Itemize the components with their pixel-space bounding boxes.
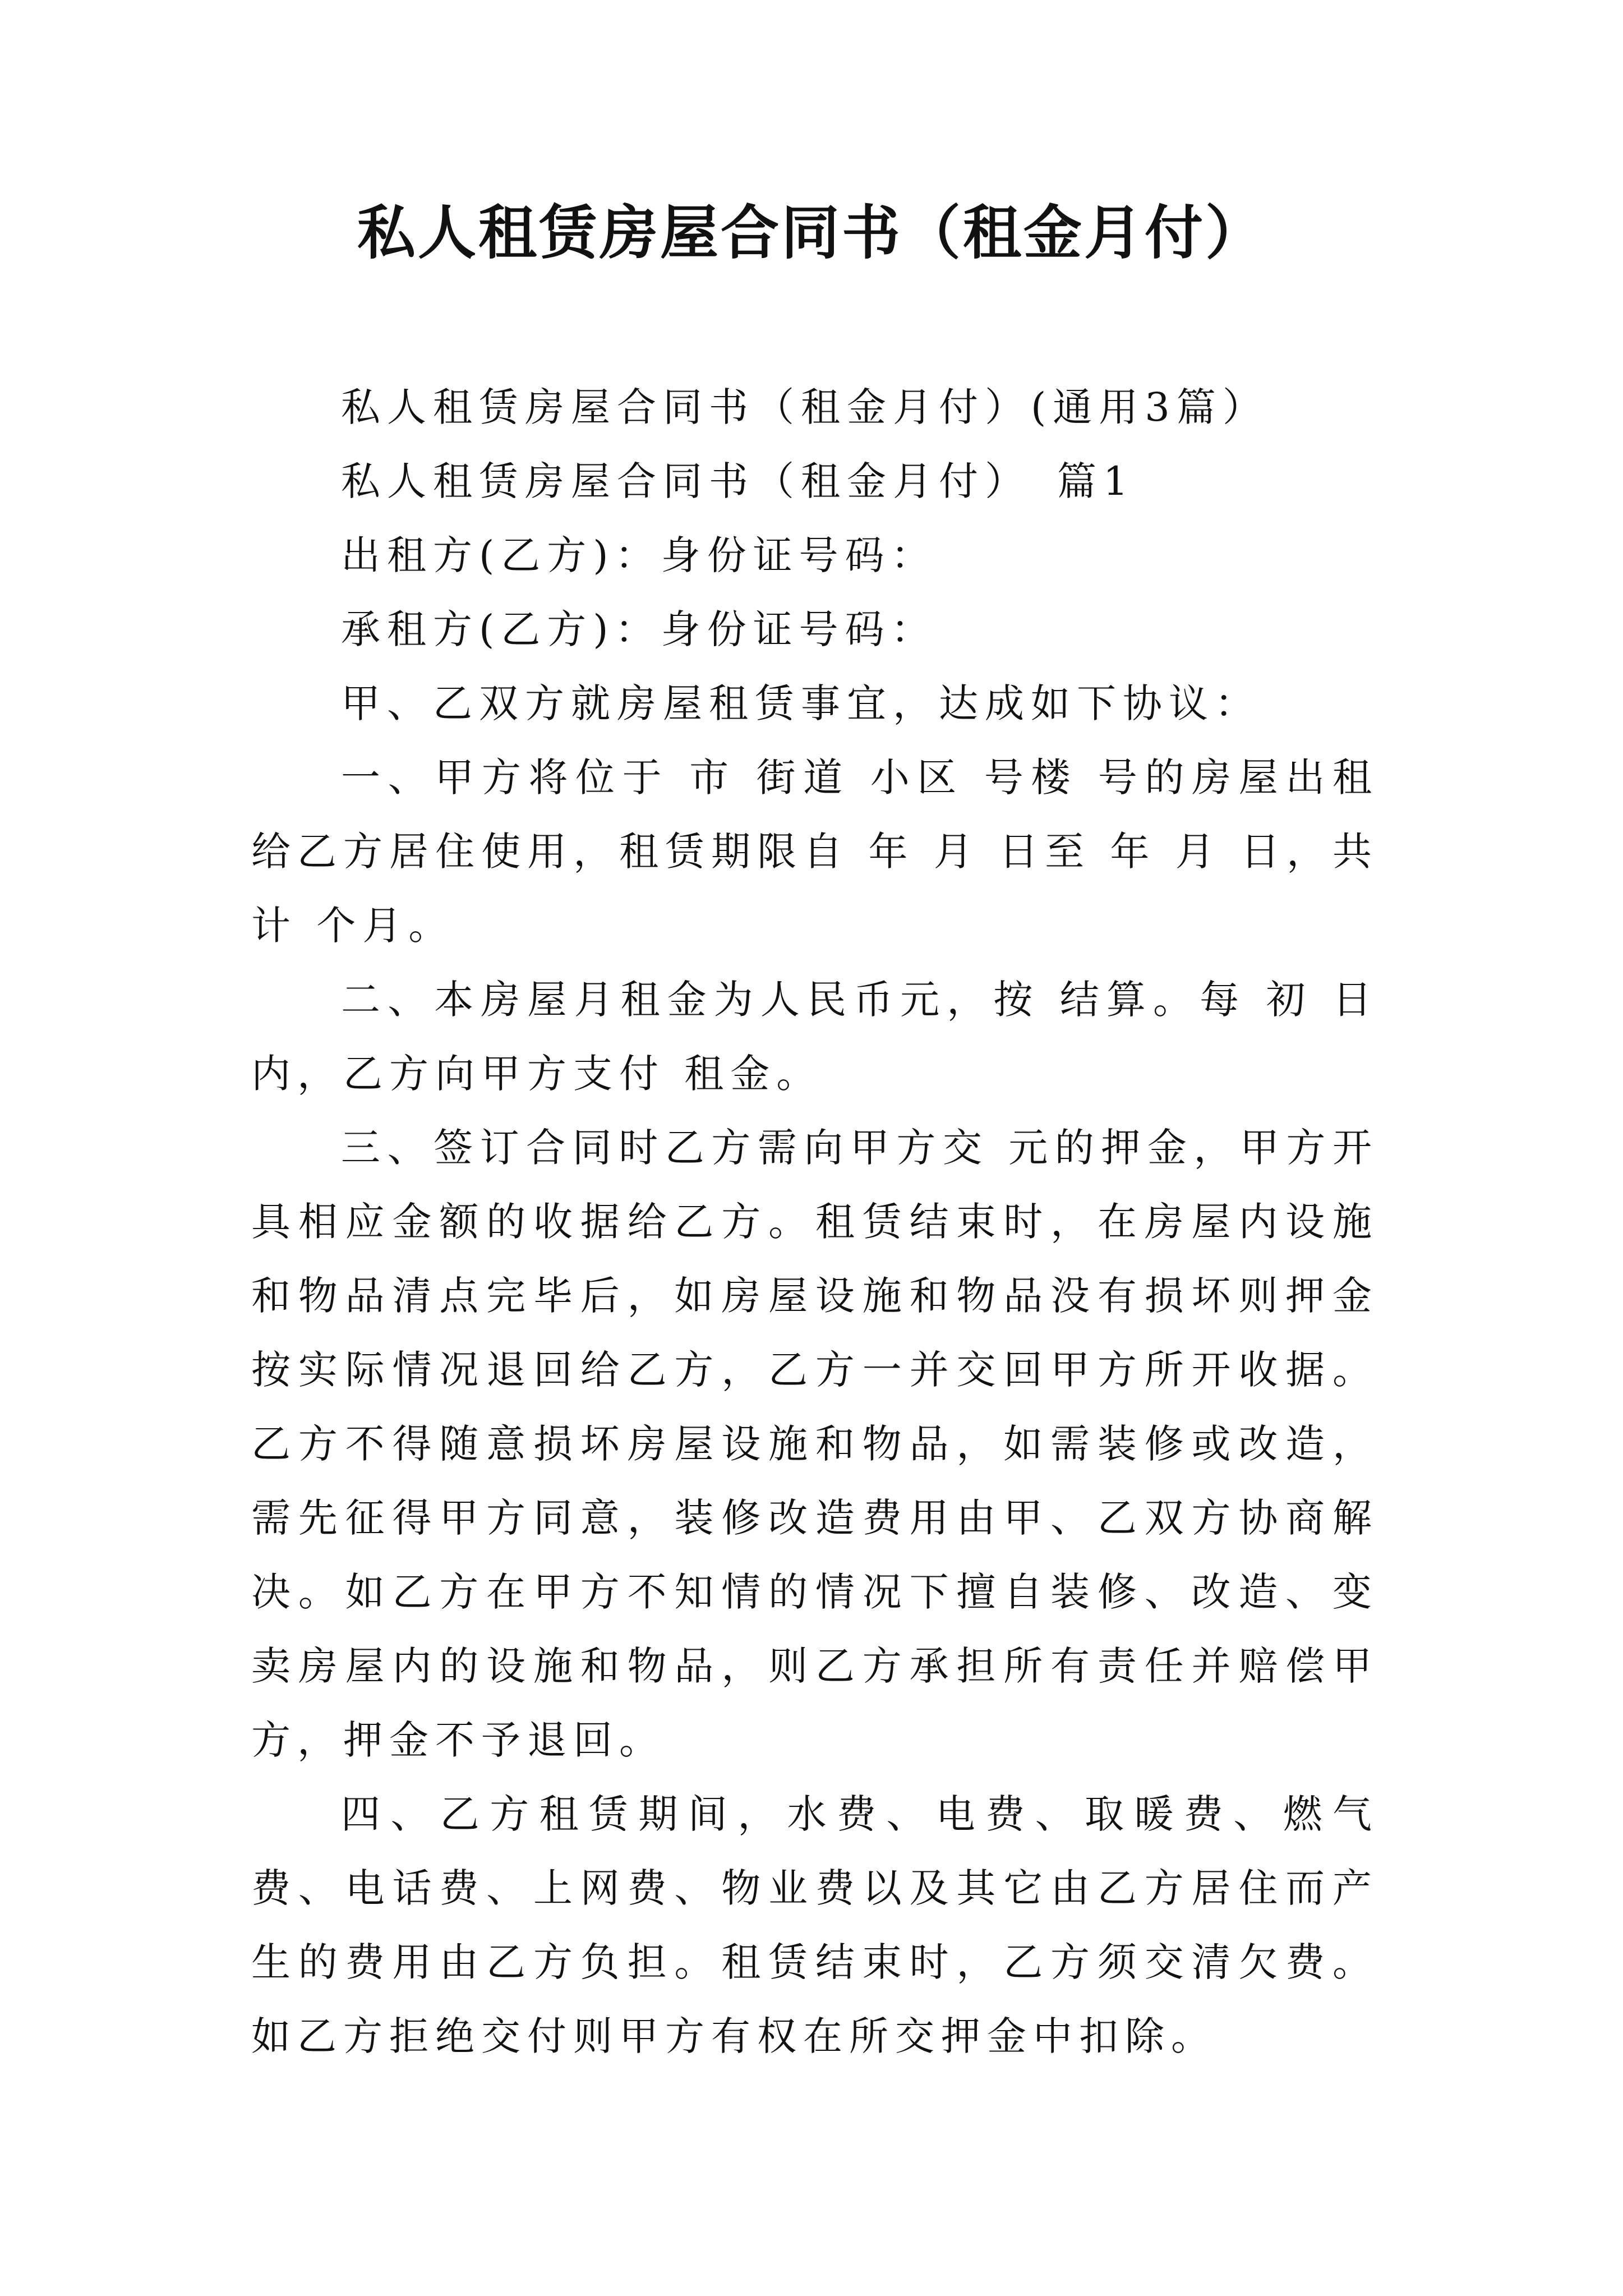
paragraph-clause-4: 四、乙方租赁期间，水费、电费、取暖费、燃气费、电话费、上网费、物业费以及其它由乙方居住而产生的费用由乙方负担。租赁结束时，乙方须交清欠费。如乙方拒绝交付则甲方有权在所交押金中扣除。 (251, 1791, 1378, 2059)
paragraph-clause-3: 三、签订合同时乙方需向甲方交 元的押金，甲方开具相应金额的收据给乙方。租赁结束时，在房屋内设施和物品清点完毕后，如房屋设施和物品没有损坏则押金按实际情况退回给乙方，乙方一并交回甲方所开收据。乙方不得随意损坏房屋设施和物品，如需装修或改造，需先征得甲方同意，装修改造费用由甲、乙双方协商解决。如乙方在甲方不知情的情况下擅自装修、改造、变卖房屋内的设施和物品，则乙方承担所有责任并赔偿甲方，押金不予退回。 (251, 1125, 1378, 1763)
paragraph-section-heading: 私人租赁房屋合同书（租金月付） 篇1 (341, 458, 1135, 504)
paragraph-lessor: 出租方(乙方)：身份证号码： (341, 532, 937, 578)
document-body (251, 370, 1378, 2073)
paragraph-clause-1: 一、甲方将位于 市 街道 小区 号楼 号的房屋出租给乙方居住使用，租赁期限自 年 月 日至 年 月 日，共计 个月。 (251, 754, 1378, 949)
paragraph-clause-2: 二、本房屋月租金为人民币元，按 结算。每 初 日内，乙方向甲方支付 租金。 (251, 977, 1378, 1097)
paragraph-lessee: 承租方(乙方)：身份证号码： (341, 606, 937, 652)
paragraph-subtitle: 私人租赁房屋合同书（租金月付）(通用3篇） (341, 384, 1269, 430)
paragraph-agreement-intro: 甲、乙双方就房屋租赁事宜，达成如下协议： (341, 680, 1261, 726)
document-title: 私人租赁房屋合同书（租金月付） (357, 198, 1266, 267)
